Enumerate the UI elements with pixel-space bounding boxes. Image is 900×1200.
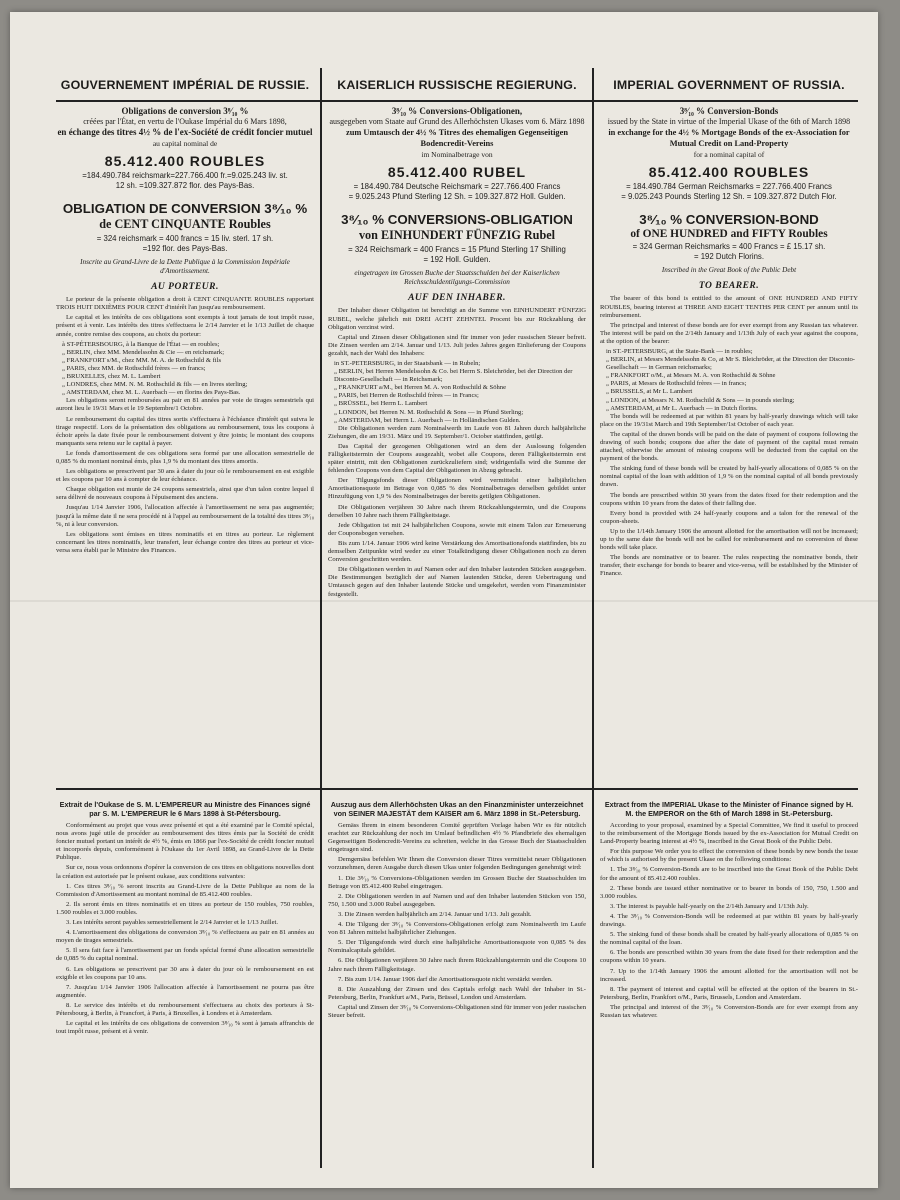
subtitle-line: créées par l'État, en vertu de l'Oukase Impérial du 6 Mars 1898, [83, 117, 287, 127]
heading-french: GOUVERNEMENT IMPÉRIAL DE RUSSIE. [60, 78, 310, 92]
column-divider-2 [592, 68, 594, 1168]
column-english [600, 68, 858, 581]
paragraph: Der Inhaber dieser Obligation ist berechtigt an die Summe von EINHUNDERT FÜNFZIG RUBEL, welche jährlich mit DREI ACHT ZEHNTEL Procent bis zur Rückzahlung der Obligation verzinst wird. [328, 307, 586, 331]
extract-english [600, 794, 858, 1022]
extract-paragraph: Gemäss Ihrem in einem besonderen Comité geprüften Vorlage haben Wir es für nützlich erachtet zur Rückzahlung der noch im Umlauf befindlichen 4½ % Pfandbriefe des ehemaligen Gegenseitigen Bodencredit-Vereins zu schreiten, welche in das Grosse Buch der Staatsschulden eingetragen sind. [328, 822, 586, 854]
bond-document [56, 68, 858, 1168]
bearer-heading: TO BEARER. [698, 281, 760, 292]
extract-french [56, 794, 314, 1038]
extract-paragraph: 1. The 3⁸⁄₁₀ % Conversion-Bonds are to be inscribed into the Great Book of the Public Debt for the amount of 85.412.400 roubles. [600, 866, 858, 882]
paragraph: Les obligations se prescrivent par 30 ans à dater du jour où le remboursement en est exigible et les coupons par 10 ans à compter de leur échéance. [56, 468, 314, 484]
paying-agent: „ BERLIN, at Messrs Mendelssohn & Co, at Mr S. Bleichröder, at the Direction der Disconto-Gesellschaft — in German reichsmarks; [606, 356, 855, 372]
extract-paragraph: 1. Die 3⁸⁄₁₀ % Conversions-Obligationen werden im Grossen Buche der Staatsschulden im Betrage von 85.412.400 Rubel eingetragen. [328, 874, 586, 890]
denomination-equivalent: = 192 Holl. Gulden. [423, 255, 491, 265]
extract-heading: Extrait de l'Oukase de S. M. L'EMPEREUR au Ministre des Finances signé par S. M. L'EMPEREUR le 6 Mars 1898 à St-Pétersbourg. [59, 800, 311, 818]
column-french [56, 68, 314, 557]
paying-agent: „ FRANKFURT a/M., bei Herren M. A. von Rothschild & Söhne [334, 384, 507, 392]
total-amount: 85.412.400 ROUBLES [104, 153, 266, 170]
extract-paragraph: 3. Les intérêts seront payables semestriellement le 2/14 Janvier et le 1/13 Juillet. [66, 919, 279, 927]
subtitle-line: issued by the State in virtue of the Imperial Ukase of the 6th of March 1898 [607, 117, 851, 127]
paying-agent: „ AMSTERDAM, chez M. L. Auerbach — en florins des Pays-Bas. [62, 389, 241, 397]
bond-title: OBLIGATION DE CONVERSION 3⁸⁄₁₀ % [62, 201, 308, 217]
extract-paragraph: 2. Die Obligationen werden in auf Namen und auf den Inhaber lautenden Stücken von 150, 750, 1.500 und 3.000 Rubel ausgegeben. [328, 892, 586, 908]
paragraph: Les obligations sont émises en titres nominatifs et en titres au porteur. Le règlement concernant les titres nominatifs, leur transfert, leur échange contre des titres au porteur et vice-versa sera établi par le Ministre des Finances. [56, 530, 314, 554]
equivalent-line: = 9.025.243 Pfund Sterling 12 Sh. = 109.327.872 Holl. Gulden. [348, 192, 566, 202]
paying-agent: in ST.-PETERSBURG, in der Staatsbank — in Rubeln; [334, 359, 481, 367]
paragraph: The principal and interest of these bonds are for ever exempt from any Russian tax whatever. The interest will be paid on the 2/14th January and 1/13th July of each year against the coupons, at the option of the bearer: [600, 321, 858, 345]
bond-denomination: von EINHUNDERT FÜNFZIG Rubel [358, 228, 556, 243]
paying-agent: „ AMSTERDAM, bei Herrn L. Auerbach — in Holländischen Gulden. [334, 416, 521, 424]
paragraph: Le capital et les intérêts de ces obligations sont exempts à tout jamais de tout impôt russe, présent et à venir. Les intérêts des titres s'effectuera le 2/14 Janvier et le 1/13 Juillet de chaque année, contre remise des coupons, au choix du porteur: [56, 314, 314, 338]
paragraph: Le remboursement du capital des titres sortis s'effectuera à l'échéance d'intérêt qui suivra le tirage respectif. Lors de la présentation des obligations au remboursement, tous les coupons à échoir après la date fixée pour le remboursement doivent y être joints; le montant des coupons manquants sera retenu sur le capital à payer. [56, 415, 314, 447]
extract-paragraph: 1. Ces titres 3⁸⁄₁₀ % seront inscrits au Grand-Livre de la Dette Publique au nom de la Commission d'Amortissement au montant nominal de 85.412.400 roubles. [56, 882, 314, 898]
paying-agent: „ PARIS, at Messrs de Rothschild frères — in francs; [606, 380, 747, 388]
paying-agent: „ BRUXELLES, chez M. L. Lambert [62, 373, 161, 381]
total-amount: 85.412.400 RUBEL [387, 164, 527, 181]
column-german [328, 68, 586, 601]
paying-agent: „ LONDON, at Messrs N. M. Rothschild & Sons — in pounds sterling; [606, 396, 795, 404]
extract-heading: Auszug aus dem Allerhöchsten Ukas an den Finanzminister unterzeichnet von SEINER MAJESTÄT dem KAISER am 6. März 1898 in St.-Petersburg. [330, 800, 584, 818]
extract-paragraph: For this purpose We order you to effect the conversion of these bonds by new bonds the issue of which is authorised by the present Ukase on the following conditions: [600, 848, 858, 864]
paying-agent: in ST.-PETERSBURG, at the State-Bank — in roubles; [606, 347, 753, 355]
extract-paragraph: 4. L'amortissement des obligations de conversion 3⁸⁄₁₀ % s'effectuera au pair en 81 années au moyen de tirages semestriels. [56, 929, 314, 945]
extract-paragraph: 2. These bonds are issued either nominative or to bearer in bonds of 150, 750, 1.500 and 3.000 roubles. [600, 884, 858, 900]
paragraph: Der Tilgungsfonds dieser Obligationen wird vermittelst einer halbjährlichen Amortisationsquote im Betrage von 0,085 % des Nominalbetrages derselben gebildet unter Hinzufügung von 1,9 % des Nominalbetrages der bereits getilgten Obligationen. [328, 477, 586, 501]
section-rule [56, 788, 858, 790]
denomination-equivalent: =192 flor. des Pays-Bas. [142, 244, 228, 254]
paying-agent: „ FRANKFORT o/M., at Messrs M. A. von Rothschild & Söhne [606, 372, 776, 380]
equivalent-line: = 184.490.784 German Reichsmarks = 227.766.400 Francs [626, 182, 832, 192]
extract-paragraph: 3. The interest is payable half-yearly on the 2/14th January and 1/13th July. [610, 902, 809, 910]
paying-agent: „ LONDON, bei Herren N. M. Rothschild & Sons — in Pfund Sterling; [334, 408, 524, 416]
paragraph: Le porteur de la présente obligation a droit à CENT CINQUANTE ROUBLES rapportant TROIS HUIT DIXIÈMES POUR CENT d'intérêt l'an jusqu'au remboursement. [56, 296, 314, 312]
extract-paragraph: 8. Die Auszahlung der Zinsen und des Capitals erfolgt nach Wahl der Inhaber in St.-Petersburg, Berlin, Frankfurt a/M., Paris, Brüssel, London und Amsterdam. [328, 985, 586, 1001]
title-line: Obligations de conversion 3⁸⁄₁₀ % [121, 106, 249, 116]
paying-agent: „ FRANKFORT s/M., chez MM. M. A. de Rothschild & fils [62, 356, 222, 364]
equivalent-line: 12 sh. =109.327.872 flor. des Pays-Bas. [115, 181, 255, 191]
heading-german: KAISERLICH RUSSISCHE REGIERUNG. [337, 78, 577, 92]
bond-denomination: de CENT CINQUANTE Roubles [99, 217, 271, 232]
denomination-equivalent: = 192 Dutch Florins. [694, 252, 764, 262]
bearer-heading: AU PORTEUR. [151, 282, 219, 293]
exchange-line: in exchange for the 4½ % Mortgage Bonds of the ex-Association for Mutual Credit on Land-Property [608, 127, 850, 148]
extract-paragraph: 2. Ils seront émis en titres nominatifs et en titres au porteur de 150 roubles, 750 roubles, 1.500 roubles et 3.000 roubles. [56, 900, 314, 916]
paragraph: Up to the 1/14th January 1906 the amount allotted for the amortisation will not be increased; up to the same date the bonds will not be called for reimbursement and no conversion of these bonds will take place. [600, 527, 858, 552]
bearer-heading: AUF DEN INHABER. [408, 293, 506, 304]
inscription-note: Inscrite au Grand-Livre de la Dette Publique à la Commission Impériale d'Amortissement. [80, 258, 290, 276]
equivalent-line: =184.490.784 reichsmark=227.766.400 fr.=9.025.243 liv. st. [82, 171, 288, 181]
paragraph: The bearer of this bond is entitled to the amount of ONE HUNDRED AND FIFTY ROUBLES, bearing interest at THREE AND EIGHT TENTHS PER CENT per annum until its reimbursement. [600, 295, 858, 319]
equivalent-line: = 184.490.784 Deutsche Reichsmark = 227.766.400 Francs [353, 182, 561, 192]
paragraph: Die Obligationen werden zum Nominalwerth im Laufe von 81 Jahren durch halbjährliche Ziehungen, die am 19/31. März und 19. September/1. October stattfinden, getilgt. [328, 424, 586, 440]
heading-english: IMPERIAL GOVERNMENT OF RUSSIA. [613, 78, 845, 92]
extract-paragraph: 5. The sinking fund of these bonds shall be created by half-yearly allocations of 0,085 % on the nominal capital of the loan. [600, 931, 858, 947]
bond-title: 3⁸⁄₁₀ % CONVERSION-BOND [639, 212, 819, 228]
extract-paragraph: According to your proposal, examined by a Special Committee, We find it useful to proceed to the reimbursement of the Mortgage Bonds issued by the ex-Association for Mutual Credit on Land-Property bearing interest at 4½ %, inscribed in the Great Book of the Public Debt. [600, 822, 858, 846]
denomination-equivalent: = 324 Reichsmark = 400 Francs = 15 Pfund Sterling 17 Shilling [348, 245, 566, 255]
extract-paragraph: 5. Il sera fait face à l'amortissement par un fonds spécial formé d'une allocation semestrielle de 0,085 % du capital nominal. [56, 947, 314, 963]
bond-sheet [10, 12, 878, 1188]
paragraph: The bonds are nominative or to bearer. The rules respecting the nominative bonds, their transfer, their exchange for bonds to bearer and vice-versa, will be established by the Minister of Finance. [600, 554, 858, 578]
paragraph: Die Obligationen verjähren 30 Jahre nach ihrem Rückzahlungstermin, und die Coupons derselben 10 Jahre nach ihrem Fälligkeitstage. [328, 503, 586, 519]
paragraph: The sinking fund of these bonds will be created by half-yearly allocations of 0,085 % on the nominal capital of the loan with addition of 1,9 % on the nominal capital of all bonds previously drawn. [600, 465, 858, 489]
extract-heading: Extract from the IMPERIAL Ukase to the Minister of Finance signed by H. M. the EMPEROR on the 6th of March 1898 in St.-Petersburg. [604, 800, 854, 818]
column-divider-1 [320, 68, 322, 1168]
paragraph: Jusqu'au 1/14 Janvier 1906, l'allocation affectée à l'amortissement ne sera pas augmentée; jusqu'à la même date il ne sera procédé ni à l'appel au remboursement de la totalité des titres 3⁸⁄₁₀ %, ni à leur conversion. [56, 504, 314, 528]
extract-paragraph: The principal and interest of the 3⁸⁄₁₀ % Conversion-Bonds are for ever exempt from any Russian tax whatever. [600, 1003, 858, 1019]
nominal-label: im Nominalbetrage von [421, 150, 493, 160]
paying-agent: „ PARIS, bei Herren de Rothschild frères — in Francs; [334, 392, 479, 400]
extract-paragraph: 4. Die Tilgung der 3⁸⁄₁₀ % Conversions-Obligationen erfolgt zum Nominalwerth im Laufe von 81 Jahren mittelst halbjährlicher Ziehungen. [328, 921, 586, 937]
paying-agent: „ BRÜSSEL, bei Herrn L. Lambert [334, 400, 428, 408]
extract-paragraph: Le capital et les intérêts de ces obligations de conversion 3⁸⁄₁₀ % sont à jamais affranchis de tout impôt russe, présent et à venir. [56, 1020, 314, 1036]
extract-paragraph: Capital und Zinsen der 3⁸⁄₁₀ % Conversions-Obligationen sind für immer von jeder russischen Steuer befreit. [328, 1003, 586, 1019]
subtitle-line: ausgegeben vom Staate auf Grund des Allerhöchsten Ukases vom 6. März 1898 [329, 117, 585, 127]
paragraph: Die Obligationen werden in auf Namen oder auf den Inhaber lautenden Stücken ausgegeben. Die Bestimmungen bezüglich der auf Namen lautenden Stücke, deren Uebertragung und Umtausch gegen auf den Inhaber lautende Stücke und umgekehrt, werden vom Finanzminister festgestellt. [328, 566, 586, 598]
extract-paragraph: 7. Up to the 1/14th January 1906 the amount allotted for the amortisation will not be increased. [600, 967, 858, 983]
paragraph: The bonds will be redeemed at par within 81 years by half-yearly drawings which will take place on the 19/31st March and 19th September/1st October of each year. [600, 412, 858, 428]
paying-agent: „ AMSTERDAM, at Mr L. Auerbach — in Dutch florins. [606, 404, 758, 412]
paying-agent: „ BERLIN, chez MM. Mendelssohn & Cie — en reichsmark; [62, 348, 225, 356]
extract-paragraph: 7. Jusqu'au 1/14 Janvier 1906 l'allocation affectée à l'amortissement ne pourra pas être augmentée. [56, 983, 314, 999]
paragraph: Bis zum 1/14. Januar 1906 wird keine Verstärkung des Amortisationsfonds stattfinden, bis zu demselben Zeitpunkte wird weder zu einer Totalkündigung dieser Obligationen noch zu deren Conversion geschritten werden. [328, 539, 586, 564]
extract-paragraph: Demgemäss befehlen Wir Ihnen die Conversion dieser Titres vermittelst neuer Obligationen vorzunehmen, deren Ausgabe durch diesen Ukas unter folgenden Bedingungen genehmigt wird: [328, 856, 586, 872]
inscription-note: Inscribed in the Great Book of the Public Debt [661, 266, 797, 275]
extract-paragraph: 6. The bonds are prescribed within 30 years from the date fixed for their redemption and the coupons within 10 years. [600, 949, 858, 965]
extract-paragraph: 6. Les obligations se prescrivent par 30 ans à dater du jour où le remboursement en est exigible et les coupons par 10 ans. [56, 965, 314, 981]
title-line: 3⁸⁄₁₀ % Conversions-Obligationen, [391, 106, 523, 116]
title-line: 3⁸⁄₁₀ % Conversion-Bonds [679, 106, 779, 116]
paragraph: Chaque obligation est munie de 24 coupons semestriels, ainsi que d'un talon contre lequel il sera délivré de nouveaux coupons à l'épuisement des anciens. [56, 486, 314, 502]
denomination-equivalent: = 324 German Reichsmarks = 400 Francs = £ 15.17 sh. [632, 242, 826, 252]
nominal-label: for a nominal capital of [693, 150, 765, 160]
paying-agent: à ST-PÉTERSBOURG, à la Banque de l'État — en roubles; [62, 340, 220, 348]
equivalent-line: = 9.025.243 Pounds Sterling 12 Sh. = 109.327.872 Dutch Flor. [621, 192, 837, 202]
extract-paragraph: 6. Die Obligationen verjähren 30 Jahre nach ihrem Rückzahlungstermin und die Coupons 10 Jahre nach ihrem Fälligkeitstage. [328, 957, 586, 973]
paragraph: Jede Obligation ist mit 24 halbjährlichen Coupons, sowie mit einem Talon zur Erneuerung der Couponsbogen versehen. [328, 521, 586, 537]
bond-title: 3⁸⁄₁₀ % CONVERSIONS-OBLIGATION [341, 212, 573, 228]
paragraph: Every bond is provided with 24 half-yearly coupons and a talon for the renewal of the coupon-sheets. [600, 509, 858, 525]
total-amount: 85.412.400 ROUBLES [648, 164, 810, 181]
extract-paragraph: 8. Le service des intérêts et du remboursement s'effectuera au choix des porteurs à St-Pétersbourg, à Berlin, à Francfort, à Paris, à Bruxelles, à Londres et à Amsterdam. [56, 1001, 314, 1017]
inscription-note: eingetragen im Grossen Buche der Staatsschulden bei der Kaiserlichen Reichsschuldentilgungs-Commission [354, 269, 560, 287]
denomination-equivalent: = 324 reichsmark = 400 francs = 15 liv. sterl. 17 sh. [96, 234, 274, 244]
extract-paragraph: 5. Der Tilgungsfonds wird durch eine halbjährliche Amortisationsquote von 0,085 % des Nominalcapitals gebildet. [328, 939, 586, 955]
paragraph: Das Capital der gezogenen Obligationen wird an dem der Auslosung folgenden Fälligkeitstermin der Coupons ausgezahlt, wobei alle Coupons, deren Fälligkeitstermin erst später eintritt, mit den Obligationen zurückzuliefern sind; widrigenfalls wird die Summe der fehlenden Coupons von dem Capital der Obligationen in Abzug gebracht. [328, 442, 586, 475]
extract-paragraph: 8. The payment of interest and capital will be effected at the option of the bearers in St.-Petersburg, Berlin, Frankfort o/M., Paris, Brussels, London and Amsterdam. [600, 985, 858, 1001]
extract-paragraph: Conformément au projet que vous avez présenté et qui a été examiné par le Comité spécial, nous avons jugé utile de procéder au remboursement des titres émis par la Société de crédit foncier mutuel portant un intérêt de 4½ %, émis en 1866 par l'ex-Société de crédit foncier mutuel et incorporés depuis, conformément à l'Oukase du 1er Avril 1898, au Grand-Livre de la Dette Publique. [56, 822, 314, 862]
paragraph: Les obligations seront remboursées au pair en 81 années par voie de tirages semestriels qui auront lieu le 19/31 Mars et le 19 Septembre/1 Octobre. [56, 397, 314, 413]
nominal-label: au capital nominal de [152, 139, 218, 148]
paying-agent: „ LONDRES, chez MM. N. M. Rothschild & fils — en livres sterling; [62, 381, 248, 389]
paragraph: Le fonds d'amortissement de ces obligations sera formé par une allocation semestrielle de 0,085 % du montant nominal émis, plus 1,9 % du montant des titres amortis. [56, 449, 314, 465]
extract-paragraph: 4. The 3⁸⁄₁₀ % Conversion-Bonds will be redeemed at par within 81 years by half-yearly drawings. [600, 912, 858, 929]
exchange-line: zum Umtausch der 4½ % Titres des ehemaligen Gegenseitigen Bodencredit-Vereins [345, 127, 568, 148]
paragraph: Capital und Zinsen dieser Obligationen sind für immer von jeder russischen Steuer befreit. Die Zinsen werden am 2/14. Januar und 1/13. Juli jedes Jahres gegen Einlieferung der Coupons gezahlt, nach der Wahl des Inhabers: [328, 333, 586, 357]
extract-paragraph: 3. Die Zinsen werden halbjährlich am 2/14. Januar und 1/13. Juli gezahlt. [338, 910, 532, 918]
paying-agent: „ PARIS, chez MM. de Rothschild frères — en francs; [62, 364, 206, 372]
paying-agent: „ BRUSSELS, at Mr L. Lambert [606, 388, 693, 396]
paying-agent: „ BERLIN, bei Herren Mendelssohn & Co. bei Herrn S. Bleichröder, bei der Direction der Disconto-Gesellschaft — in Reichsmark; [334, 368, 573, 384]
exchange-line: en échange des titres 4½ % de l'ex-Société de crédit foncier mutuel [57, 126, 313, 137]
extract-german [328, 794, 586, 1022]
paragraph: The capital of the drawn bonds will be paid on the date of payment of coupons following the drawing of such bonds; coupons due after the date of payment of the capital must remain attached, otherwise the amount of missing coupons will be deducted from the capital on the payment of the bonds. [600, 430, 858, 463]
extract-paragraph: 7. Bis zum 1/14. Januar 1906 darf die Amortisationsquote nicht verstärkt werden. [338, 975, 553, 983]
bond-denomination: of ONE HUNDRED and FIFTY Roubles [630, 228, 828, 241]
paragraph: The bonds are prescribed within 30 years from the dates fixed for their redemption and the coupons within 10 years from the dates of their falling due. [600, 491, 858, 507]
extract-paragraph: Sur ce, nous vous ordonnons d'opérer la conversion de ces titres en obligations nouvelles dont la création est autorisée par le présent oukase, aux conditions suivantes: [56, 864, 314, 880]
